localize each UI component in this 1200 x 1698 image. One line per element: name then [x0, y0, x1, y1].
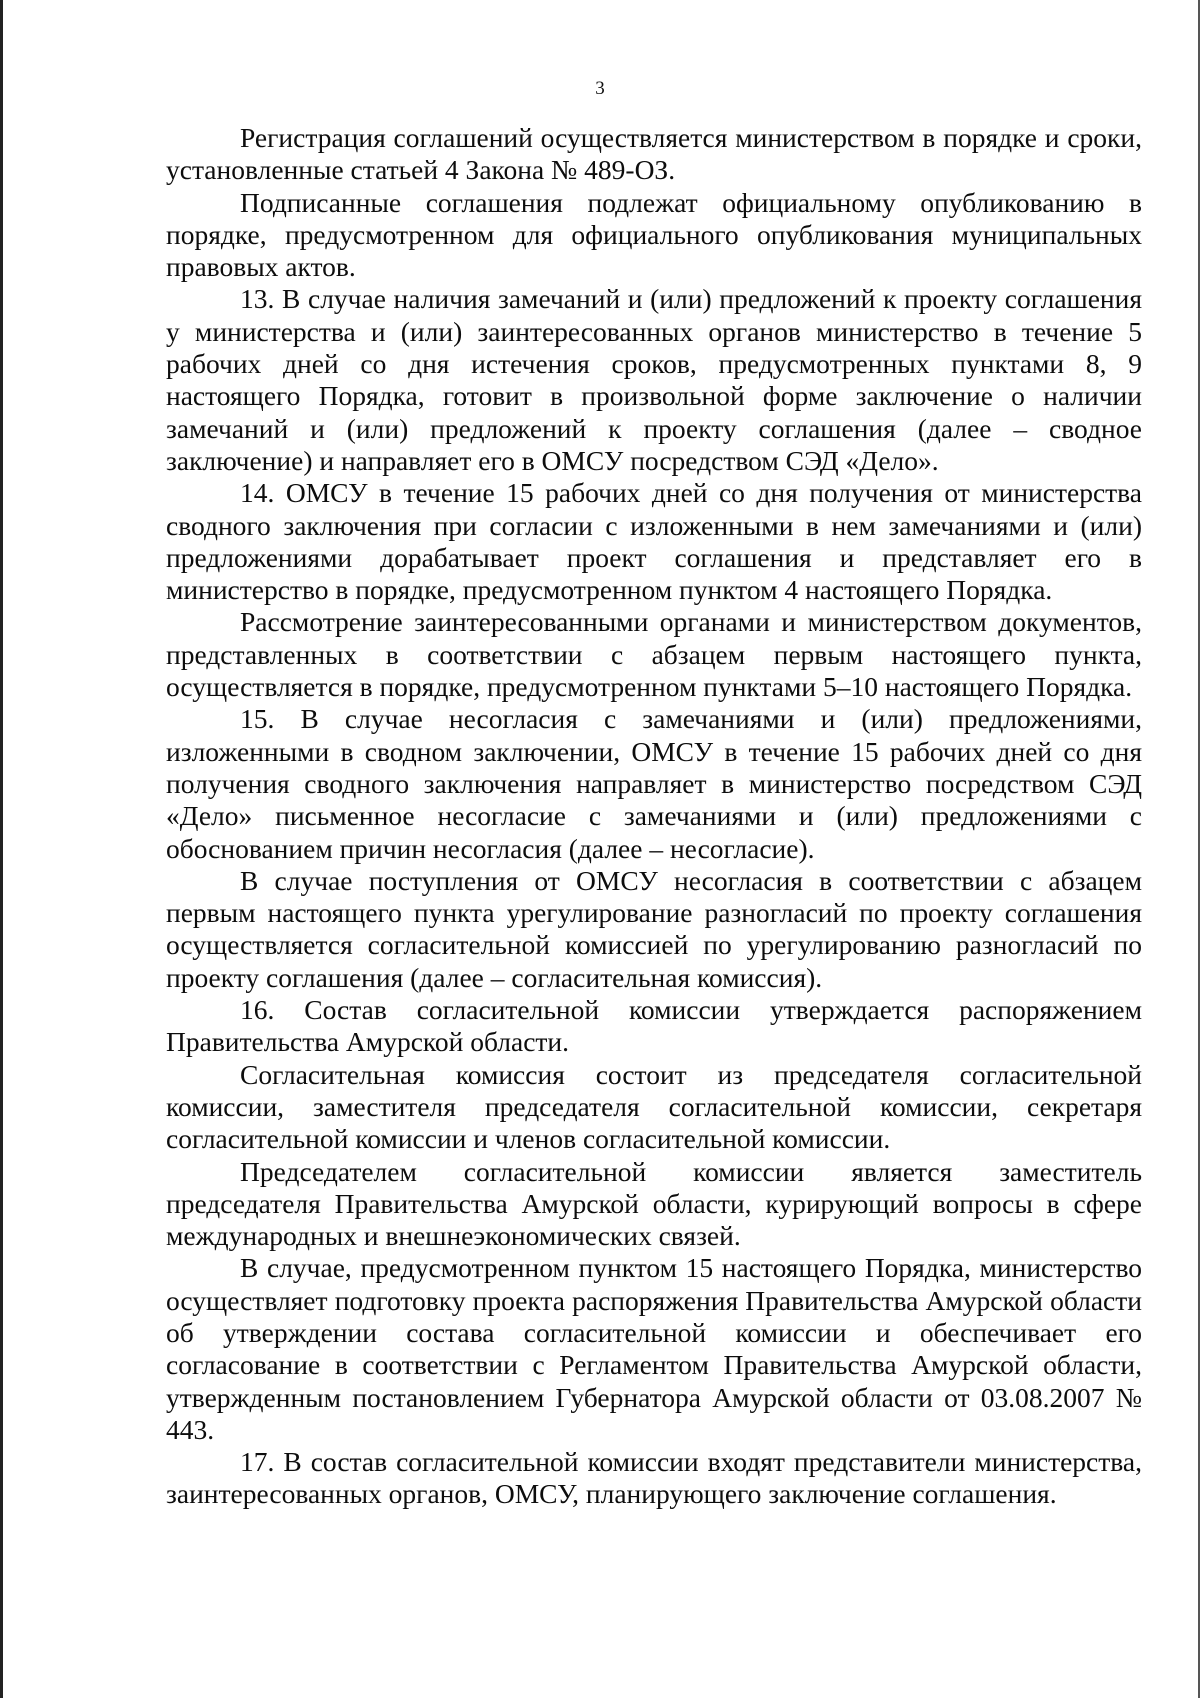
paragraph-item-16: 16. Состав согласительной комиссии утверждается распоряжением Правительства Амурской области.	[166, 994, 1142, 1058]
paragraph-publication: Подписанные соглашения подлежат официальному опубликованию в порядке, предусмотренном для официального опубликования муниципальных правовых актов.	[166, 186, 1142, 283]
paragraph-item-14-review: Рассмотрение заинтересованными органами и министерством документов, представленных в соответствии с абзацем первым настоящего пункта, осуществляется в порядке, предусмотренном пунктами 5–10 настоящего Порядка.	[166, 606, 1142, 703]
paragraph-item-15-disagreement: В случае поступления от ОМСУ несогласия в соответствии с абзацем первым настоящего пункта урегулирование разногласий по проекту соглашения осуществляется согласительной комиссией по урегулированию разногласий по проекту соглашения (далее – согласительная комиссия).	[166, 864, 1142, 993]
paragraph-registration: Регистрация соглашений осуществляется министерством в порядке и сроки, установленные статьей 4 Закона № 489-ОЗ.	[166, 122, 1142, 186]
paragraph-commission-chair: Председателем согласительной комиссии является заместитель председателя Правительства Амурской области, курирующий вопросы в сфере международных и внешнеэкономических связей.	[166, 1155, 1142, 1252]
paragraph-commission-order: В случае, предусмотренном пунктом 15 настоящего Порядка, министерство осуществляет подготовку проекта распоряжения Правительства Амурской области об утверждении состава согласительной комиссии и обеспечивает его согласование в соответствии с Регламентом Правительства Амурской области, утвержденным постановлением Губернатора Амурской области от 03.08.2007 № 443.	[166, 1252, 1142, 1445]
paragraph-item-13: 13. В случае наличия замечаний и (или) предложений к проекту соглашения у министерства и (или) заинтересованных органов министерство в течение 5 рабочих дней со дня истечения сроков, предусмотренных пунктами 8, 9 настоящего Порядка, готовит в произвольной форме заключение о наличии замечаний и (или) предложений к проекту соглашения (далее – сводное заключение) и направляет его в ОМСУ посредством СЭД «Дело».	[166, 283, 1142, 476]
page-number: 3	[595, 78, 605, 99]
paragraph-commission-composition: Согласительная комиссия состоит из председателя согласительной комиссии, заместителя председателя согласительной комиссии, секретаря согласительной комиссии и членов согласительной комиссии.	[166, 1058, 1142, 1155]
document-body	[166, 122, 1142, 1511]
paragraph-item-14: 14. ОМСУ в течение 15 рабочих дней со дня получения от министерства сводного заключения при согласии с изложенными в нем замечаниями и (или) предложениями дорабатывает проект соглашения и представляет его в министерство в порядке, предусмотренном пунктом 4 настоящего Порядка.	[166, 477, 1142, 606]
paragraph-item-15: 15. В случае несогласия с замечаниями и (или) предложениями, изложенными в сводном заключении, ОМСУ в течение 15 рабочих дней со дня получения сводного заключения направляет в министерство посредством СЭД «Дело» письменное несогласие с замечаниями и (или) предложениями с обоснованием причин несогласия (далее – несогласие).	[166, 703, 1142, 864]
scan-border-left	[0, 0, 3, 1698]
paragraph-item-17: 17. В состав согласительной комиссии входят представители министерства, заинтересованных органов, ОМСУ, планирующего заключение соглашения.	[166, 1446, 1142, 1510]
